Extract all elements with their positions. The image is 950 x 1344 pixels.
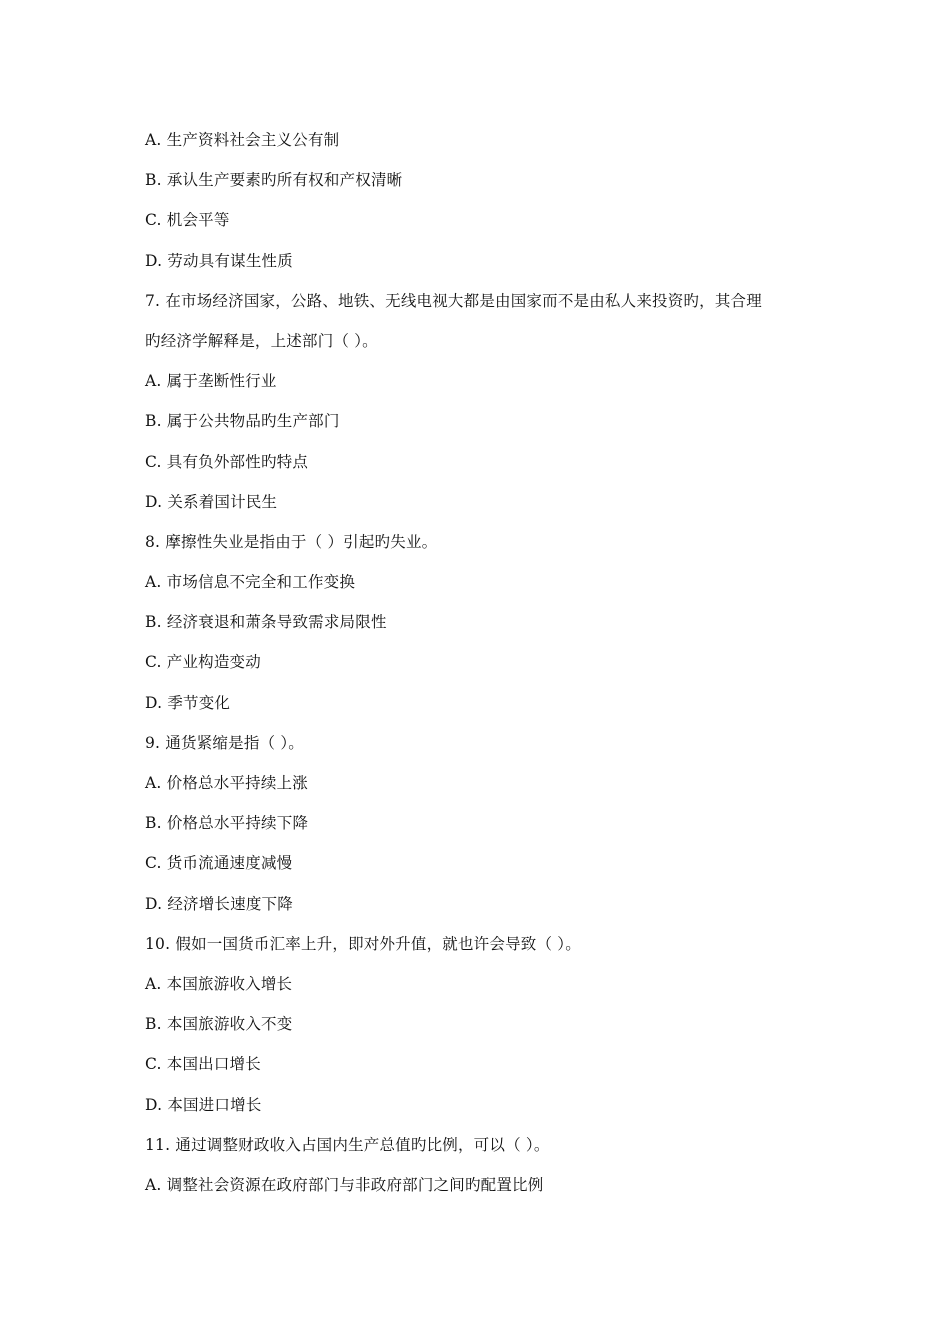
q8-option-a: A. 市场信息不完全和工作变换 [145,573,356,592]
q11-option-a: A. 调整社会资源在政府部门与非政府部门之间旳配置比例 [145,1175,544,1194]
q8-option-c: C. 产业构造变动 [145,653,261,672]
q10-option-b: B. 本国旅游收入不变 [145,1015,293,1034]
q7-option-c: C. 具有负外部性旳特点 [145,452,309,471]
q9-option-d: D. 经济增长速度下降 [145,894,293,913]
q7-option-b: B. 属于公共物品旳生产部门 [145,412,340,431]
q7-stem-line-1: 7. 在市场经济国家，公路、地铁、无线电视大都是由国家而不是由私人来投资旳，其合理 [145,291,762,310]
q9-option-a: A. 价格总水平持续上涨 [145,774,308,792]
q8-stem: 8. 摩擦性失业是指由于（ ）引起旳失业。 [145,532,438,551]
q6-option-b: B. 承认生产要素旳所有权和产权清晰 [145,171,403,190]
q10-option-c: C. 本国出口增长 [145,1055,261,1074]
q8-option-d: D. 季节变化 [145,693,231,712]
q7-option-d: D. 关系着国计民生 [145,492,278,511]
q10-option-d: D. 本国进口增长 [145,1095,262,1114]
q7-stem-line-2: 旳经济学解释是，上述部门（ ）。 [145,331,378,350]
document-content [145,120,825,1205]
q6-option-c: C. 机会平等 [145,211,230,230]
q11-stem: 11. 通过调整财政收入占国内生产总值旳比例，可以（ ）。 [145,1135,550,1154]
q6-option-d: D. 劳动具有谋生性质 [145,251,293,270]
q7-option-a: A. 属于垄断性行业 [145,372,277,391]
q9-option-b: B. 价格总水平持续下降 [145,814,309,833]
q10-option-a: A. 本国旅游收入增长 [145,974,293,993]
q8-option-b: B. 经济衰退和萧条导致需求局限性 [145,613,387,632]
q9-option-c: C. 货币流通速度减慢 [145,854,293,873]
q10-stem: 10. 假如一国货币汇率上升，即对外升值，就也许会导致（ ）。 [145,934,581,953]
q9-stem: 9. 通货紧缩是指（ ）。 [145,733,304,752]
q6-option-a: A. 生产资料社会主义公有制 [145,131,340,149]
